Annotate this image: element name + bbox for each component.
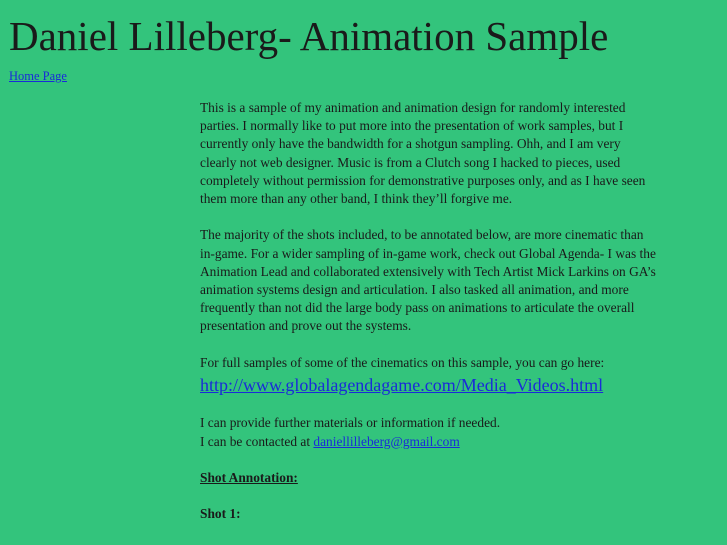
media-videos-link[interactable]: http://www.globalagendagame.com/Media_Videos.html (200, 375, 604, 396)
contact-email-link[interactable]: daniellilleberg@gmail.com (313, 433, 460, 449)
further-text: I can provide further materials or information if needed. (200, 415, 501, 431)
samples-paragraph (200, 354, 660, 396)
intro-paragraph: This is a sample of my animation and animation design for randomly interested parties. I normally like to put more into the presentation of work samples, but I currently only have the bandwidth for a shotgun sampling. Ohh, and I am very clearly not web designer. Music is from a Clutch song I hacked to pieces, used completely without permission for demonstrative purposes only, and as I have seen them more than any other band, I think they’ll forgive me. (200, 100, 646, 207)
contact-text: I can be contacted at (200, 433, 311, 449)
main-content (200, 99, 660, 542)
contact-paragraph (200, 414, 660, 450)
page-title: Daniel Lilleberg- Animation Sample (9, 13, 609, 59)
shot-1-heading: Shot 1: (200, 506, 241, 522)
samples-text: For full samples of some of the cinematics on this sample, you can go here: (200, 354, 605, 370)
shot-annotation-heading: Shot Annotation: (200, 470, 298, 485)
majority-paragraph: The majority of the shots included, to be annotated below, are more cinematic than in-game. For a wider sampling of in-game work, check out Global Agenda- I was the Animation Lead and collaborated extensively with Tech Artist Mick Larkins on GA’s animation systems design and articulation. I also tasked all animation, and more frequently than not did the large body pass on animations to articulate the overall presentation and prove out the systems. (200, 227, 656, 334)
home-page-link[interactable]: Home Page (9, 69, 67, 83)
